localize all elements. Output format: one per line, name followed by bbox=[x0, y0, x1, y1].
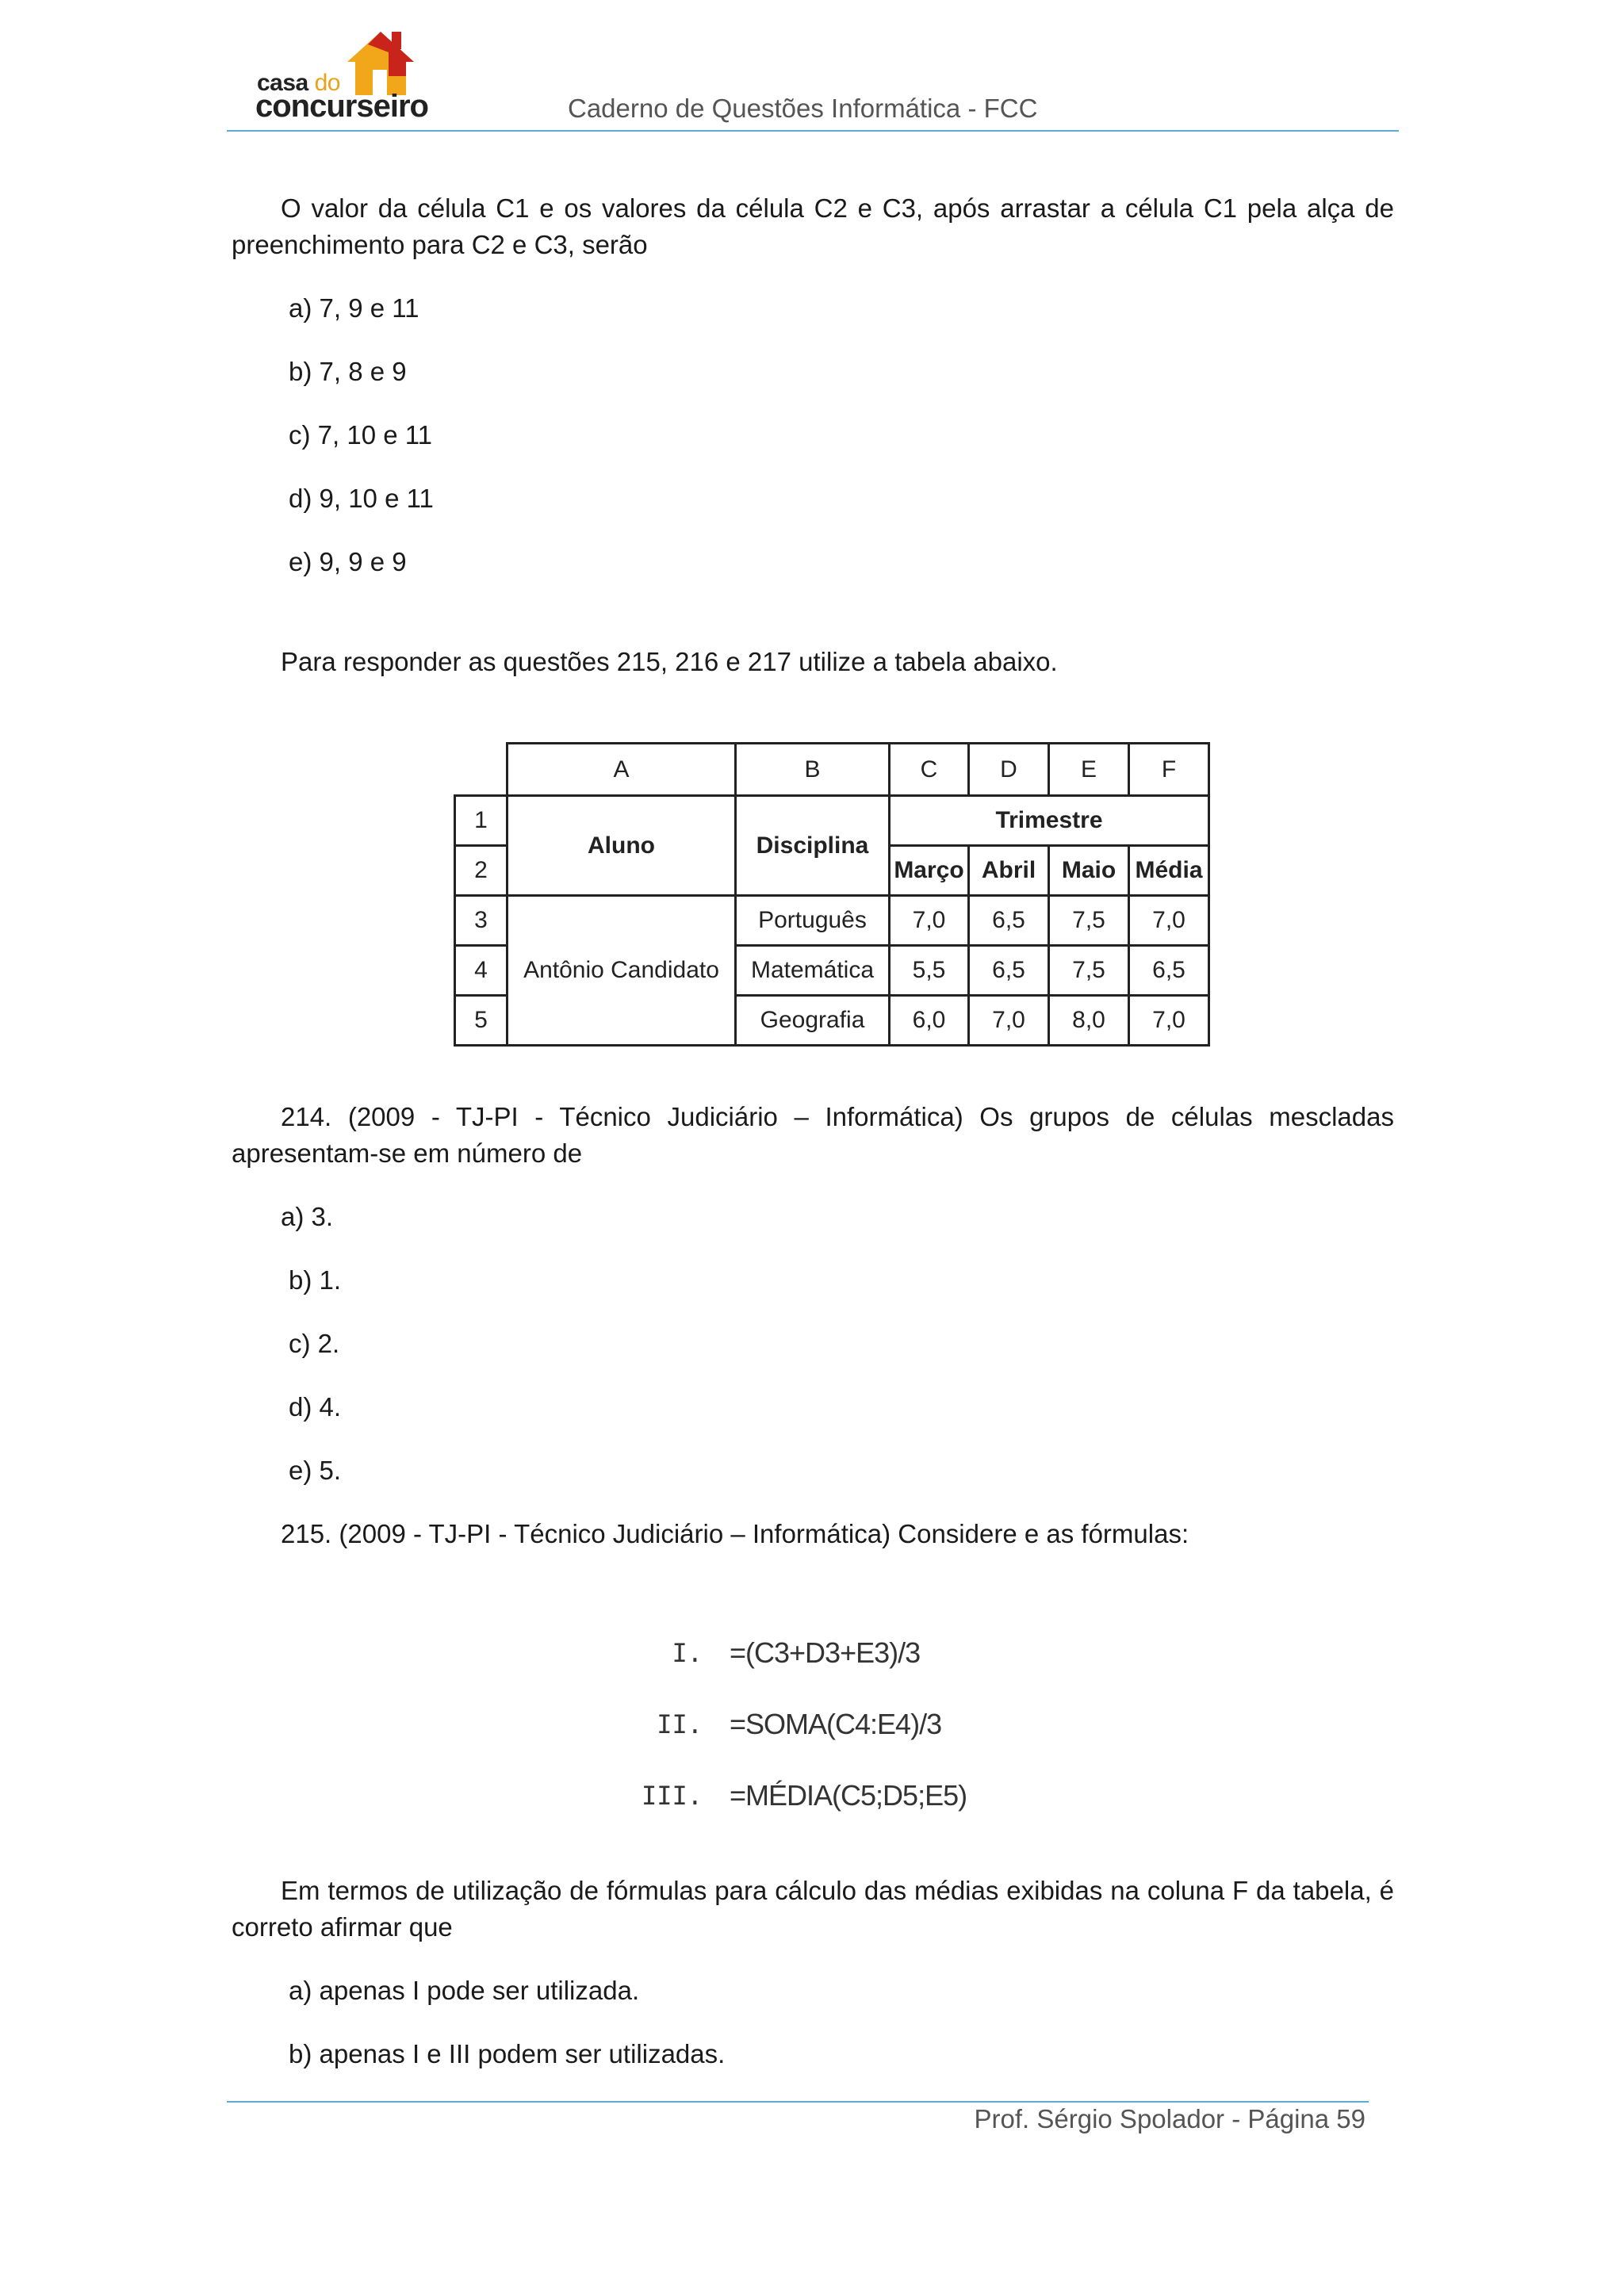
footer-page-info: Prof. Sérgio Spolador - Página 59 bbox=[974, 2104, 1365, 2133]
col-header-d: D bbox=[969, 744, 1049, 796]
logo-casa-text: casa do bbox=[257, 70, 340, 96]
header-divider bbox=[227, 130, 1399, 132]
question-215-text: 215. (2009 - TJ-PI - Técnico Judiciário – Informática) Considere e as fórmulas: bbox=[281, 1519, 1189, 1548]
cell-media: Média bbox=[1129, 846, 1209, 896]
option-214-c: c) 2. bbox=[289, 1329, 340, 1358]
cell-value: 8,0 bbox=[1049, 996, 1129, 1046]
cell-disciplina: Disciplina bbox=[736, 796, 890, 896]
cell-value: 6,5 bbox=[969, 946, 1049, 996]
row-number-4: 4 bbox=[455, 946, 508, 996]
grades-table bbox=[454, 742, 1210, 1047]
cell-value: 7,0 bbox=[1129, 896, 1209, 946]
formula-number-2: II. bbox=[657, 1709, 703, 1739]
formula-number-3: III. bbox=[641, 1781, 703, 1811]
formula-expression-3: =MÉDIA(C5;D5;E5) bbox=[730, 1779, 967, 1812]
option-prev-e: e) 9, 9 e 9 bbox=[289, 547, 407, 576]
cell-value: 6,5 bbox=[1129, 946, 1209, 996]
table-intro: Para responder as questões 215, 216 e 217 utilize a tabela abaixo. bbox=[281, 647, 1058, 676]
formula-expression-1: =(C3+D3+E3)/3 bbox=[730, 1636, 921, 1669]
cell-subject: Geografia bbox=[736, 996, 890, 1046]
cell-aluno: Aluno bbox=[508, 796, 736, 896]
cell-value: 5,5 bbox=[890, 946, 969, 996]
cell-value: 7,0 bbox=[1129, 996, 1209, 1046]
question-prev-text: O valor da célula C1 e os valores da célula C2 e C3, após arrastar a célula C1 pela alça de preenchimento para C2 e C3, serão bbox=[232, 193, 1394, 259]
option-215-b: b) apenas I e III podem ser utilizadas. bbox=[289, 2039, 726, 2068]
option-214-d: d) 4. bbox=[289, 1392, 342, 1422]
option-prev-c: c) 7, 10 e 11 bbox=[289, 420, 433, 450]
formula-number-1: I. bbox=[672, 1638, 703, 1668]
row-number-3: 3 bbox=[455, 896, 508, 946]
row-number-2: 2 bbox=[455, 846, 508, 896]
row-number-1: 1 bbox=[455, 796, 508, 846]
col-header-c: C bbox=[890, 744, 969, 796]
header-title: Caderno de Questões Informática - FCC bbox=[568, 94, 1038, 123]
question-215-prompt: Em termos de utilização de fórmulas para cálculo das médias exibidas na coluna F da tabela, é correto afirmar que bbox=[232, 1876, 1394, 1942]
cell-value: 7,5 bbox=[1049, 946, 1129, 996]
option-prev-a: a) 7, 9 e 11 bbox=[289, 293, 419, 323]
cell-trimestre: Trimestre bbox=[890, 796, 1209, 846]
cell-value: 7,0 bbox=[890, 896, 969, 946]
table-corner bbox=[455, 744, 508, 796]
casa-do-concurseiro-logo bbox=[255, 29, 428, 124]
cell-subject: Português bbox=[736, 896, 890, 946]
question-214-text: 214. (2009 - TJ-PI - Técnico Judiciário – Informática) Os grupos de células mescladas apresentam-se em número de bbox=[232, 1102, 1394, 1168]
col-header-a: A bbox=[508, 744, 736, 796]
cell-value: 7,5 bbox=[1049, 896, 1129, 946]
cell-value: 7,0 bbox=[969, 996, 1049, 1046]
cell-abril: Abril bbox=[969, 846, 1049, 896]
option-214-e: e) 5. bbox=[289, 1456, 342, 1485]
cell-marco: Março bbox=[890, 846, 969, 896]
cell-subject: Matemática bbox=[736, 946, 890, 996]
row-number-5: 5 bbox=[455, 996, 508, 1046]
cell-maio: Maio bbox=[1049, 846, 1129, 896]
col-header-e: E bbox=[1049, 744, 1129, 796]
cell-value: 6,0 bbox=[890, 996, 969, 1046]
cell-student: Antônio Candidato bbox=[508, 896, 736, 1046]
option-214-b: b) 1. bbox=[289, 1265, 342, 1295]
col-header-f: F bbox=[1129, 744, 1209, 796]
option-prev-d: d) 9, 10 e 11 bbox=[289, 484, 434, 513]
option-214-a: a) 3. bbox=[281, 1202, 334, 1231]
col-header-b: B bbox=[736, 744, 890, 796]
footer-divider bbox=[227, 2101, 1369, 2103]
formula-expression-2: =SOMA(C4:E4)/3 bbox=[730, 1708, 942, 1740]
cell-value: 6,5 bbox=[969, 896, 1049, 946]
option-215-a: a) apenas I pode ser utilizada. bbox=[289, 1976, 640, 2005]
option-prev-b: b) 7, 8 e 9 bbox=[289, 357, 407, 386]
logo-concurseiro-text: concurseiro bbox=[255, 89, 428, 124]
